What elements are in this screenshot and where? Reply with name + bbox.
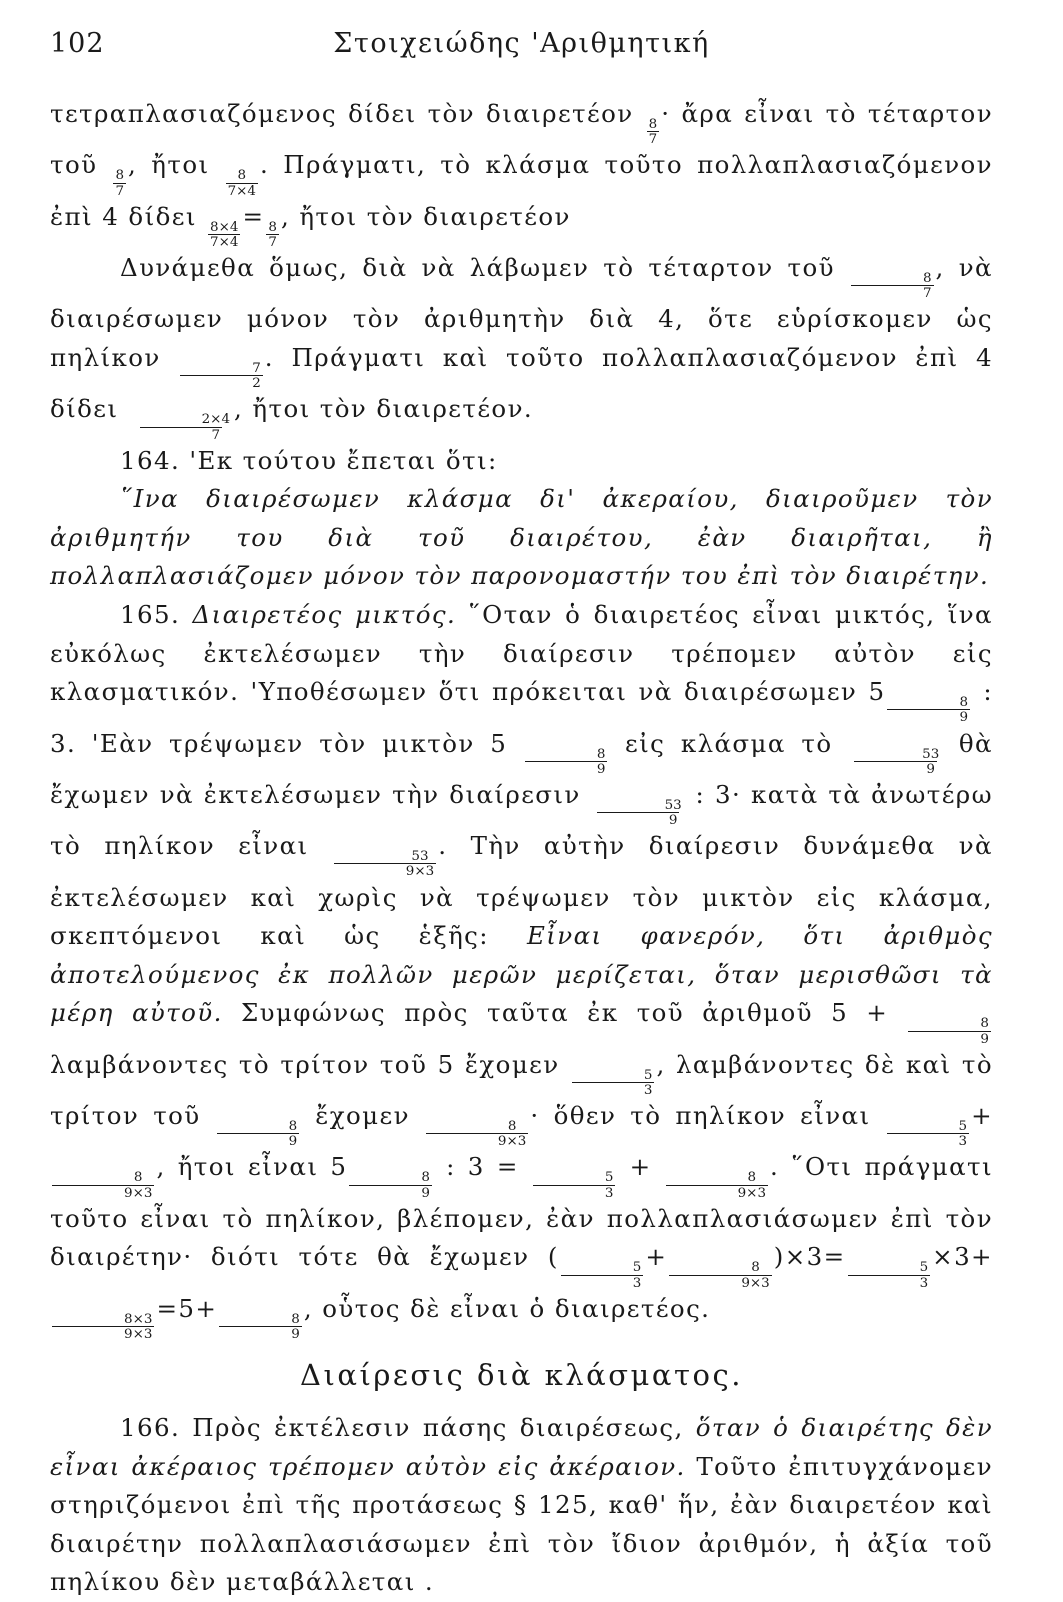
page-header xyxy=(50,28,993,68)
fraction: $\frac{2\times 4}{7}$ xyxy=(130,412,232,441)
section-number: 165. xyxy=(120,600,181,630)
italic-statement: ὅταν ὁ διαιρέτης δὲν εἶναι ἀκέραιος τρέπομεν αὐτὸν εἰς ἀκέραιον. xyxy=(50,1413,993,1481)
running-title: Στοιχειώδης 'Αριθμητική xyxy=(333,28,710,59)
fraction: $\frac{8\times 4}{7\times 4}$ xyxy=(210,218,239,250)
fraction: $\frac{53}{9}$ xyxy=(593,798,684,827)
fraction: $\frac{5}{3}$ xyxy=(533,1170,616,1199)
fraction: $\frac{8}{9\times 3}$ xyxy=(426,1119,528,1148)
fraction: $\frac{8}{9}$ xyxy=(908,1016,991,1045)
fraction: $\frac{8}{9\times 3}$ xyxy=(666,1170,768,1199)
italic-statement: Εἶναι φανερόν, ὅτι ἀριθμὸς ἀποτελούμενος ἐκ πολλῶν μερῶν μερίζεται, ὅταν μερισθῶσι τὰ μέρη αὐτοῦ. xyxy=(50,921,993,1028)
fraction: $\frac{8}{7}$ xyxy=(115,167,125,199)
fraction: $\frac{53}{9\times 3}$ xyxy=(334,849,436,878)
fraction: $\frac{5}{3}$ xyxy=(887,1119,970,1148)
fraction: $\frac{8}{9\times 3}$ xyxy=(669,1260,771,1289)
fraction: $\frac{8}{7\times 4}$ xyxy=(227,167,256,199)
fraction: $\frac{8}{9}$ xyxy=(887,695,970,724)
fraction: $\frac{8}{7}$ xyxy=(851,271,934,300)
section-heading: Διαίρεσις διὰ κλάσματος. xyxy=(300,1358,743,1393)
fraction: $\frac{53}{9}$ xyxy=(850,747,941,776)
fraction: $\frac{8\times 3}{9\times 3}$ xyxy=(52,1312,154,1341)
page-body xyxy=(50,95,993,1602)
fraction: $\frac{8}{9}$ xyxy=(349,1170,432,1199)
section-title: Διαιρετέος μικτός. xyxy=(192,600,457,630)
fraction: $\frac{5}{3}$ xyxy=(848,1260,931,1289)
paragraph-164-intro: 164. 'Εκ τούτου ἔπεται ὅτι: xyxy=(120,445,498,475)
paragraph-2: Δυνάμεθα ὅμως, διὰ νὰ λάβωμεν τὸ τέταρτον τοῦ $\frac{8}{7}$ , νὰ διαιρέσωμεν μόνον τὸν ἀριθμητὴν διὰ 4, ὅτε εὑρίσκομεν ὡς πηλίκον $\frac{7}{2}$ . Πράγματι καὶ τοῦτο πολλαπλασιαζόμενον ἐπὶ 4 δίδει $\frac{2\times 4}{7}$ , ἤτοι τὸν διαιρετέον. xyxy=(50,253,993,443)
paragraph-165: 165. Διαιρετέος μικτός. ῞Οταν ὁ διαιρετέος εἶναι μικτός, ἵνα εὐκόλως ἐκτελέσωμεν τὴν διαίρεσιν τρέπομεν αὐτὸν εἰς κλασματικόν. 'Υποθέσωμεν ὅτι πρόκειται νὰ διαιρέσωμεν 5 $\frac{8}{9}$ : 3. 'Εὰν τρέψωμεν τὸν μικτὸν 5 $\frac{8}{9}$ εἰς κλάσμα τὸ $\frac{53}{9}$ θὰ ἔχωμεν νὰ ἐκτελέσωμεν τὴν διαίρεσιν $\frac{53}{9}$ : 3· κατὰ τὰ ἀνωτέρω τὸ πηλίκον εἶναι $\frac{53}{9\times 3}$ . Τὴν αὐτὴν διαίρεσιν δυνάμεθα νὰ ἐκτελέσωμεν καὶ χωρὶς νὰ τρέψωμεν τὸν μικτὸν εἰς κλάσμα, σκεπτόμενοι καὶ ὡς ἑξῆς: Εἶναι φανερόν, ὅτι ἀριθμὸς ἀποτελούμενος ἐκ πολλῶν μερῶν μερίζεται, ὅταν μερισθῶσι τὰ μέρη αὐτοῦ. Συμφώνως πρὸς ταῦτα ἐκ τοῦ ἀριθμοῦ 5 + $\frac{8}{9}$ λαμβάνοντες τὸ τρίτον τοῦ 5 ἔχομεν $\frac{5}{3}$ , λαμβάνοντες δὲ καὶ τὸ τρίτον τοῦ $\frac{8}{9}$ ἔχομεν $\frac{8}{9\times 3}$ · ὅθεν τὸ πηλίκον εἶναι $\frac{5}{3}$ + $\frac{8}{9\times 3}$ , ἤτοι εἶναι 5 $\frac{8}{9}$ : 3 = $\frac{5}{3}$ + $\frac{8}{9\times 3}$ . ῞Οτι πράγματι τοῦτο εἶναι τὸ πηλίκον, βλέπομεν, ἐὰν πολλαπλασιάσωμεν ἐπὶ τὸν διαιρέτην· διότι τότε θὰ ἔχωμεν ( $\frac{5}{3}$ + $\frac{8}{9\times 3}$ )×3= $\frac{5}{3}$ ×3+ $\frac{8\times 3}{9\times 3}$ =5+ $\frac{8}{9}$ , οὗτος δὲ εἶναι ὁ διαιρετέος. xyxy=(50,600,994,1342)
paragraph-166: 166. Πρὸς ἐκτέλεσιν πάσης διαιρέσεως, ὅταν ὁ διαιρέτης δὲν εἶναι ἀκέραιος τρέπομεν αὐτὸν εἰς ἀκέραιον. Τοῦτο ἐπιτυγχάνομεν στηριζόμενοι ἐπὶ τῆς προτάσεως § 125, καθ' ἥν, ἐὰν διαιρετέον καὶ διαιρέτην πολλαπλασιάσωμεν ἐπὶ τὸν ἴδιον ἀριθμόν, ἡ ἀξία τοῦ πηλίκου δὲν μεταβάλλεται . xyxy=(50,1413,994,1597)
paragraph-1: τετραπλασιαζόμενος δίδει τὸν διαιρετέον $\frac{8}{7}$ · ἄρα εἶναι τὸ τέταρτον τοῦ $\frac{8}{7}$ , ἤτοι $\frac{8}{7\times 4}$ . Πράγματι, τὸ κλάσμα τοῦτο πολλαπλασιαζόμενον ἐπὶ 4 δίδει $\frac{8\times 4}{7\times 4}$ = $\frac{8}{7}$ , ἤτοι τὸν διαιρετέον xyxy=(50,99,993,250)
fraction: $\frac{5}{3}$ xyxy=(561,1260,644,1289)
fraction: $\frac{5}{3}$ xyxy=(572,1068,655,1097)
fraction: $\frac{8}{9\times 3}$ xyxy=(52,1170,154,1199)
rule-164: ῞Ινα διαιρέσωμεν κλάσμα δι' ἀκεραίου, διαιροῦμεν τὸν ἀριθμητήν του διὰ τοῦ διαιρέτου, ἐὰν διαιρῆται, ἢ πολλαπλασιάζομεν μόνον τὸν παρονομαστήν του ἐπὶ τὸν διαιρέτην. xyxy=(50,484,993,591)
fraction: $\frac{7}{2}$ xyxy=(180,361,263,390)
fraction: $\frac{8}{7}$ xyxy=(648,116,658,148)
fraction: $\frac{8}{9}$ xyxy=(525,747,608,776)
fraction: $\frac{8}{7}$ xyxy=(268,218,277,250)
fraction: $\frac{8}{9}$ xyxy=(219,1312,302,1341)
page-number: 102 xyxy=(50,28,105,59)
fraction: $\frac{8}{9}$ xyxy=(217,1119,300,1148)
